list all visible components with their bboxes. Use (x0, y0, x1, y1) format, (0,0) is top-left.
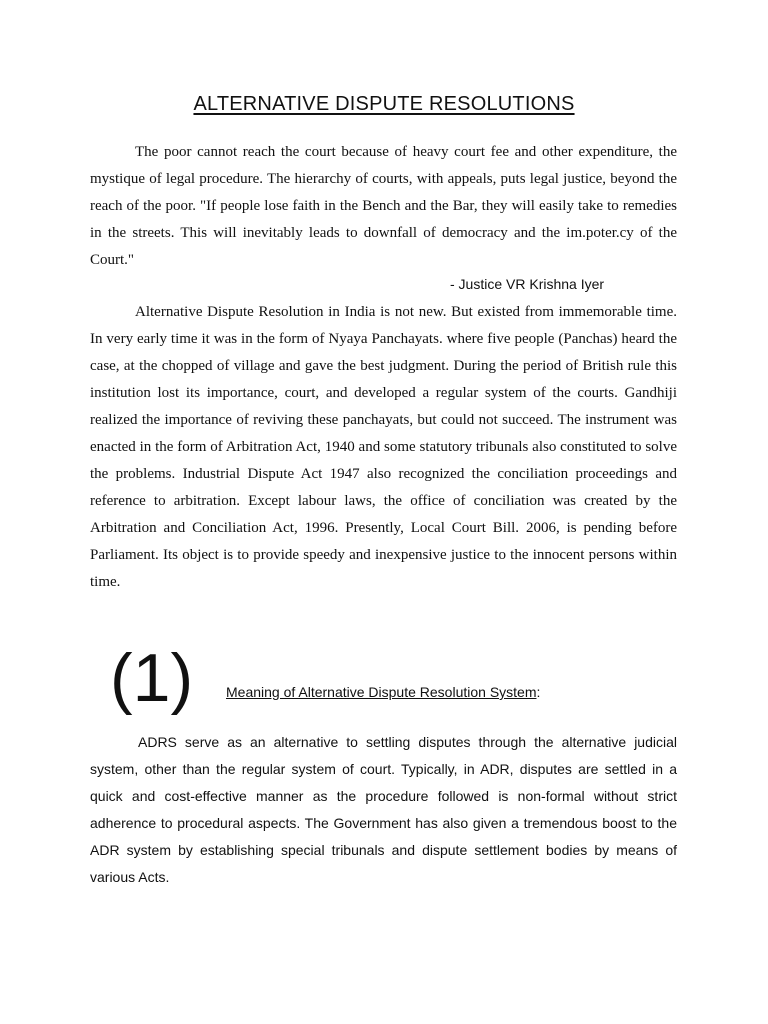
quote-attribution: - Justice VR Krishna Iyer (450, 276, 605, 292)
section-heading (226, 684, 540, 700)
section-heading-suffix: : (536, 684, 541, 700)
section-paragraph: ADRS serve as an alternative to settling disputes through the alternative judicial system, other than the regular system of court. Typically, in ADR, disputes are settled in a quick and cost-effective manner as the procedure followed is non-formal without strict adherence to procedural aspects. The Government has also given a tremendous boost to the ADR system by establishing special tribunals and dispute settlement bodies by means of various Acts. (90, 734, 677, 885)
section-body (90, 729, 677, 891)
history-paragraph: Alternative Dispute Resolution in India is not new. But existed from immemorable time. In very early time it was in the form of Nyaya Panchayats. where five people (Panchas) heard the case, at the chopped of village and gave the best judgment. During the period of British rule this institution lost its importance, court, and developed a regular system of the courts. Gandhiji realized the importance of reviving these panchayats, but could not succeed. The instrument was enacted in the form of Arbitration Act, 1940 and some statutory tribunals also constituted to solve the problems. Industrial Dispute Act 1947 also recognized the conciliation proceedings and reference to arbitration. Except labour laws, the office of conciliation was created by the Arbitration and Conciliation Act, 1996. Presently, Local Court Bill. 2006, is pending before Parliament. Its object is to provide speedy and inexpensive justice to the innocent persons within time. (90, 304, 677, 590)
page-title: ALTERNATIVE DISPUTE RESOLUTIONS (193, 93, 575, 115)
section-number: (1) (110, 640, 194, 716)
intro-paragraph: The poor cannot reach the court because of heavy court fee and other expenditure, the mystique of legal procedure. The hierarchy of courts, with appeals, puts legal justice, beyond the reach of the poor. "If people lose faith in the Bench and the Bar, they will easily take to remedies in the streets. This will inevitably leads to downfall of democracy and the im.poter.cy of the Court." (90, 144, 677, 268)
section-heading-text: Meaning of Alternative Dispute Resolution System (226, 684, 537, 700)
